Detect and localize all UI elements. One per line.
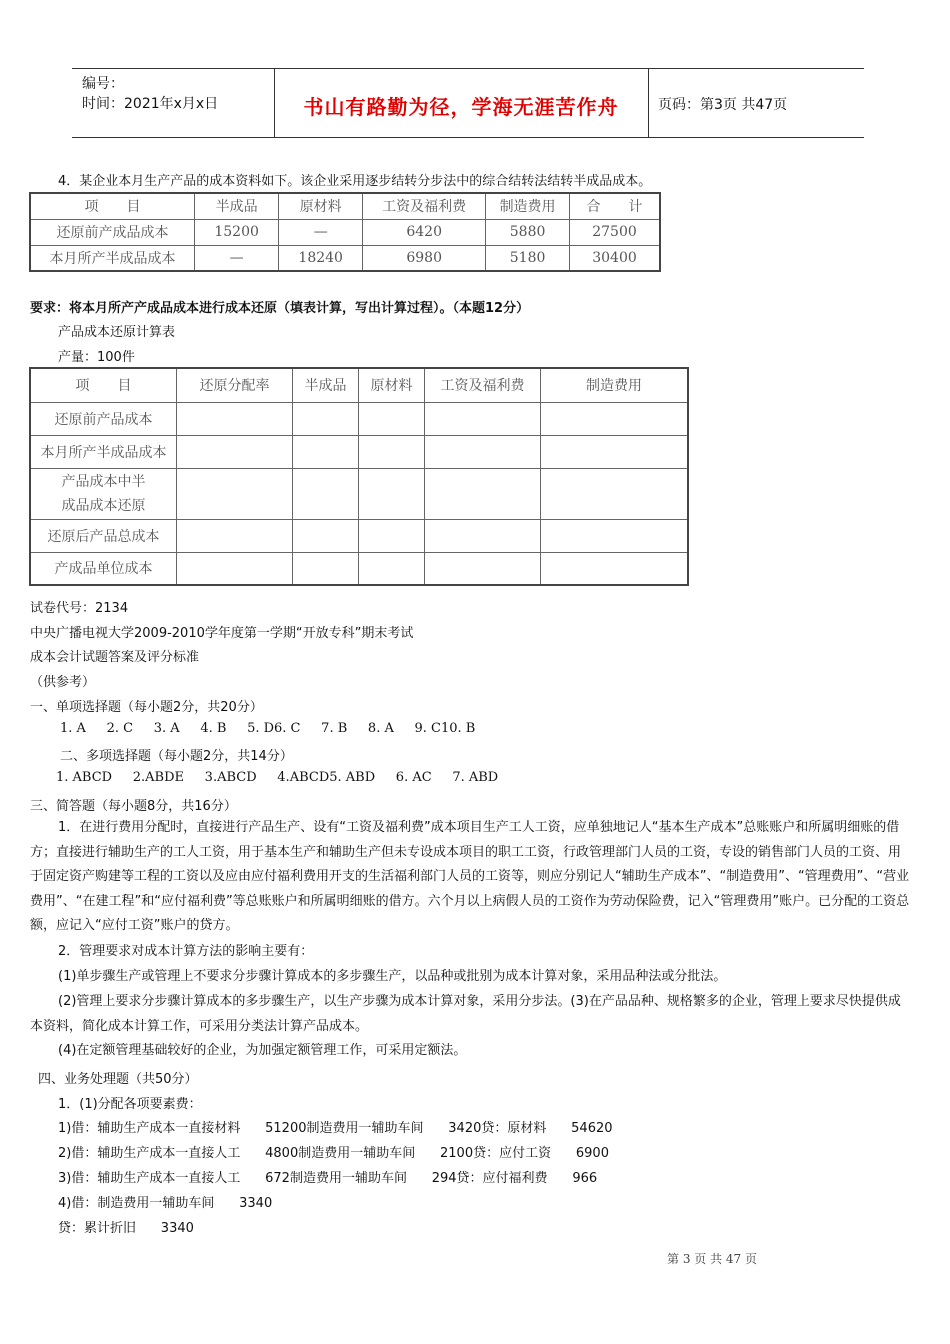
table-row <box>30 245 660 271</box>
table-cell: 18240 <box>279 245 363 271</box>
section-3-paragraph-2: 2．管理要求对成本计算方法的影响主要有： <box>58 944 314 959</box>
requirement-text: 要求：将本月所产产成品成本进行成本还原（填表计算，写出计算过程）。（本题12分） <box>30 301 530 316</box>
section-4-line: 4)借：制造费用一辅助车间 3340 <box>58 1196 273 1211</box>
section-3-title: 三、简答题（每小题8分，共16分） <box>30 799 237 814</box>
exam-title: 中央广播电视大学2009-2010学年度第一学期“开放专科”期末考试 <box>30 626 414 641</box>
table-header-cell: 半成品 <box>293 368 359 402</box>
empty-cell[interactable] <box>359 468 425 519</box>
header-motto-cell <box>274 69 649 137</box>
empty-cell[interactable] <box>541 552 689 585</box>
table-cell: 6980 <box>363 245 486 271</box>
table-row <box>30 435 688 468</box>
page-label: 页码：第3页 共47页 <box>658 97 788 113</box>
q4-intro: 4．某企业本月生产产品的成本资料如下。该企业采用逐步结转分步法中的综合结转法结转半成品成本。 <box>58 174 652 189</box>
empty-cell[interactable] <box>541 468 689 519</box>
table2-title: 产品成本还原计算表 <box>58 325 176 340</box>
table-cell: 本月所产半成品成本 <box>30 245 195 271</box>
table-cell: — <box>279 219 363 245</box>
section-3-paragraph-4: (2)管理上要求分步骤计算成本的多步骤生产，以生产步骤为成本计算对象，采用分步法。(3)在产品品种、规格繁多的企业，管理上要求尽快提供成本资料，简化成本计算工作，可采用分类法计算产品成本。 <box>30 994 901 1034</box>
section-1-answers: 1. A 2. C 3. A 4. B 5. D6. C 7. B 8. A 9. C10. B <box>60 721 476 736</box>
page-header <box>72 68 864 138</box>
table-cell: 30400 <box>570 245 661 271</box>
empty-cell[interactable] <box>293 435 359 468</box>
empty-cell[interactable] <box>177 402 293 435</box>
empty-cell[interactable] <box>541 519 689 552</box>
table-header-cell: 项 目 <box>30 193 195 219</box>
page-footer: 第 3 页 共 47 页 <box>667 1252 757 1266</box>
empty-cell[interactable] <box>541 435 689 468</box>
header-meta <box>72 69 275 137</box>
empty-cell[interactable] <box>359 552 425 585</box>
cost-table <box>29 192 661 272</box>
table-header-cell: 还原分配率 <box>177 368 293 402</box>
empty-cell[interactable] <box>293 402 359 435</box>
table-header-cell: 工资及福利费 <box>425 368 541 402</box>
row-label: 本月所产半成品成本 <box>30 435 177 468</box>
empty-cell[interactable] <box>425 435 541 468</box>
empty-cell[interactable] <box>359 519 425 552</box>
row-label: 产成品单位成本 <box>30 552 177 585</box>
section-4-line: 2)借：辅助生产成本一直接人工 4800制造费用一辅助车间 2100贷：应付工资 6900 <box>58 1146 609 1161</box>
restoration-table <box>29 367 689 586</box>
reference-note: （供参考） <box>30 675 96 690</box>
exam-code: 试卷代号：2134 <box>30 601 129 616</box>
answers-title: 成本会计试题答案及评分标准 <box>30 650 200 665</box>
section-2-answers: 1. ABCD 2.ABDE 3.ABCD 4.ABCD5. ABD 6. AC 7. ABD <box>56 770 499 785</box>
section-4-title: 四、业务处理题（共50分） <box>38 1072 198 1087</box>
table-header-row <box>30 368 688 402</box>
empty-cell[interactable] <box>425 468 541 519</box>
empty-cell[interactable] <box>177 435 293 468</box>
table-row <box>30 552 688 585</box>
table-header-cell: 合 计 <box>570 193 661 219</box>
table-cell: — <box>195 245 279 271</box>
section-4-line: 3)借：辅助生产成本一直接人工 672制造费用一辅助车间 294贷：应付福利费 966 <box>58 1171 598 1186</box>
table-cell: 5880 <box>486 219 570 245</box>
empty-cell[interactable] <box>177 552 293 585</box>
table-header-cell: 半成品 <box>195 193 279 219</box>
row-label: 产品成本中半 成品成本还原 <box>30 468 177 519</box>
row-label: 还原后产品总成本 <box>30 519 177 552</box>
empty-cell[interactable] <box>177 519 293 552</box>
table-row <box>30 219 660 245</box>
table-header-cell: 原材料 <box>279 193 363 219</box>
table-header-cell: 项 目 <box>30 368 177 402</box>
empty-cell[interactable] <box>293 552 359 585</box>
empty-cell[interactable] <box>425 402 541 435</box>
section-4-line: 贷：累计折旧 3340 <box>58 1221 194 1236</box>
empty-cell[interactable] <box>293 468 359 519</box>
table-row <box>30 468 688 519</box>
section-3-paragraph-3: (1)单步骤生产或管理上不要求分步骤计算成本的多步骤生产，以品种或批别为成本计算对象，采用品种法或分批法。 <box>58 969 727 984</box>
row-label: 还原前产品成本 <box>30 402 177 435</box>
table-cell: 27500 <box>570 219 661 245</box>
empty-cell[interactable] <box>359 402 425 435</box>
table-row <box>30 519 688 552</box>
table-cell: 还原前产成品成本 <box>30 219 195 245</box>
section-4-line: 1．(1)分配各项要素费： <box>58 1097 202 1112</box>
empty-cell[interactable] <box>293 519 359 552</box>
table-header-cell: 制造费用 <box>541 368 689 402</box>
table-header-cell: 制造费用 <box>486 193 570 219</box>
table-row <box>30 402 688 435</box>
empty-cell[interactable] <box>359 435 425 468</box>
time-label: 时间：2021年x月x日 <box>82 96 219 112</box>
table-cell: 6420 <box>363 219 486 245</box>
output-label: 产量：100件 <box>58 350 135 365</box>
table-header-cell: 原材料 <box>359 368 425 402</box>
table-header-cell: 工资及福利费 <box>363 193 486 219</box>
empty-cell[interactable] <box>425 552 541 585</box>
section-3-paragraph-1: 1．在进行费用分配时，直接进行产品生产、设有“工资及福利费”成本项目生产工人工资，应单独地记人“基本生产成本”总账账户和所属明细账的借方；直接进行辅助生产的工人工资，用于基本生产和辅助生产但未专设成本项目的职工工资，行政管理部门人员的工资，专设的销售部门人员的工资、用于固定资产购建等工程的工资以及应由应付福利费用开支的生活福利部门人员的工资等，则应分别记人“辅助生产成本”、“制造费用”、“管理费用”、“营业费用”、“在建工程”和“应付福利费”等总账账户和所属明细账的借方。六个月以上病假人员的工资作为劳动保险费，记入“管理费用”账户。已分配的工资总额，应记入“应付工资”账户的贷方。 <box>30 820 910 933</box>
empty-cell[interactable] <box>541 402 689 435</box>
number-label: 编号： <box>82 76 124 92</box>
motto: 书山有路勤为径，学海无涯苦作舟 <box>303 95 619 119</box>
section-2-title: 二、多项选择题（每小题2分，共14分） <box>60 749 293 764</box>
section-3-paragraph-5: (4)在定额管理基础较好的企业，为加强定额管理工作，可采用定额法。 <box>58 1043 467 1058</box>
table-header-row <box>30 193 660 219</box>
section-4-line: 1)借：辅助生产成本一直接材料 51200制造费用一辅助车间 3420贷：原材料 54620 <box>58 1121 613 1136</box>
section-1-title: 一、单项选择题（每小题2分，共20分） <box>30 700 263 715</box>
empty-cell[interactable] <box>177 468 293 519</box>
empty-cell[interactable] <box>425 519 541 552</box>
table-cell: 5180 <box>486 245 570 271</box>
table-cell: 15200 <box>195 219 279 245</box>
